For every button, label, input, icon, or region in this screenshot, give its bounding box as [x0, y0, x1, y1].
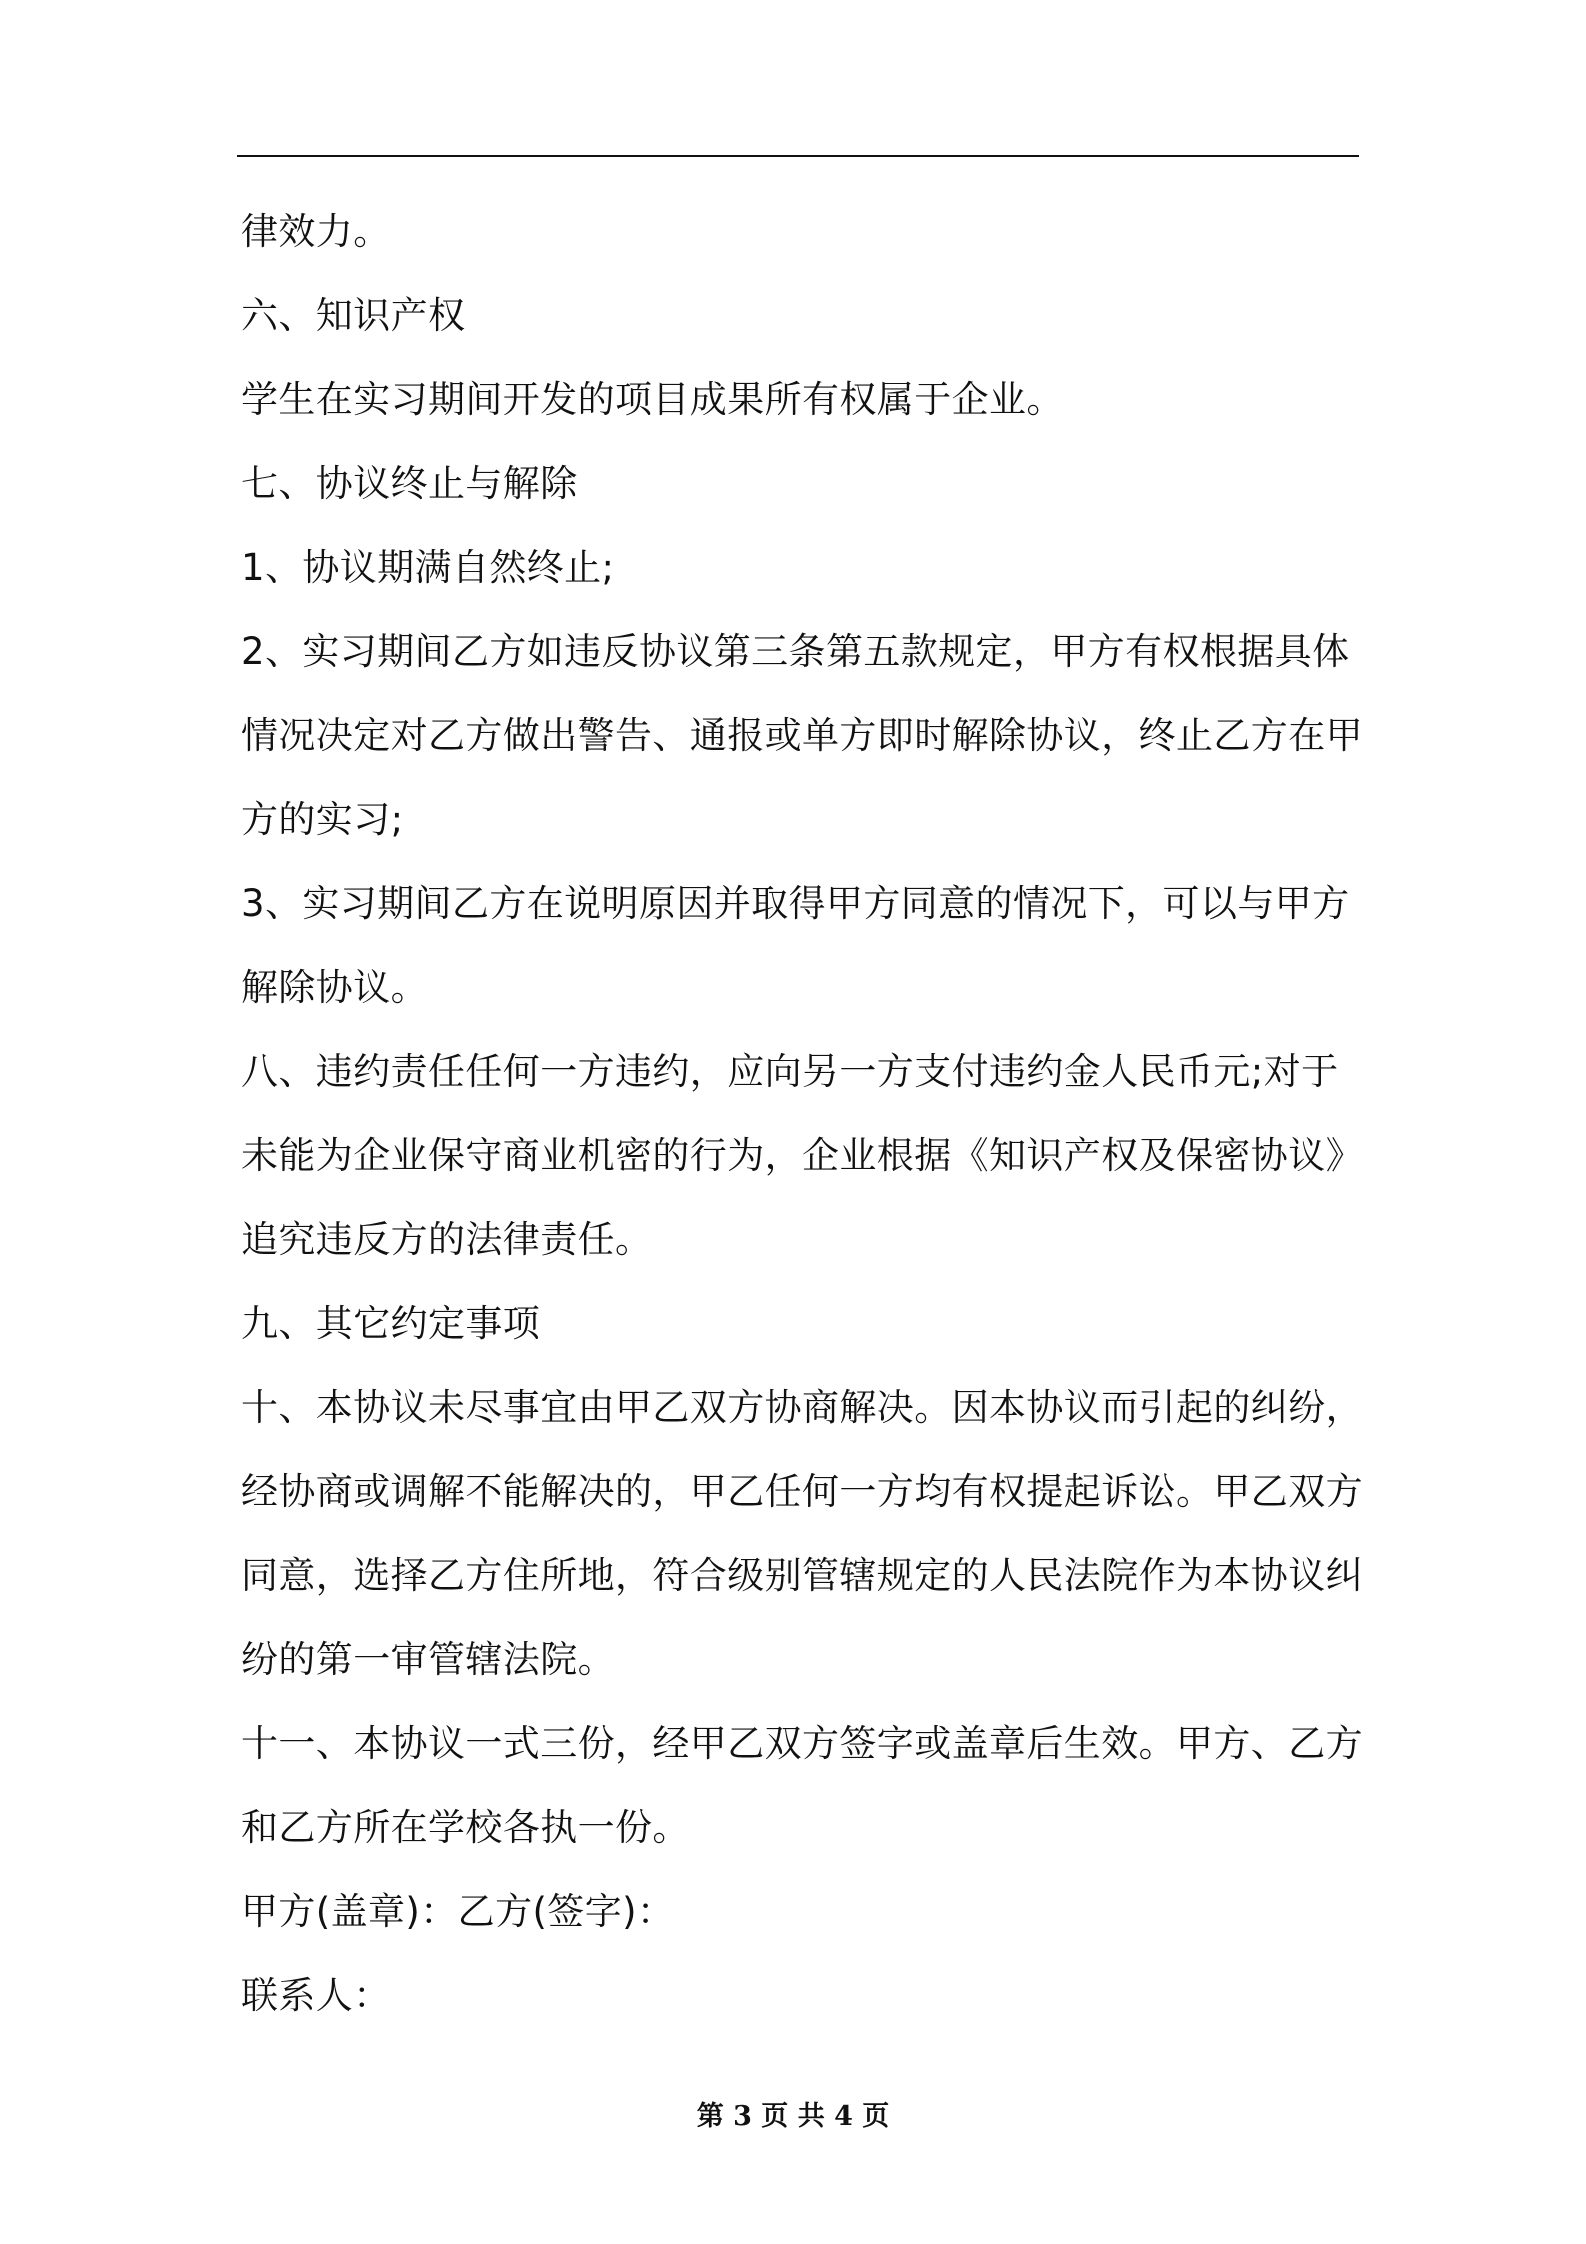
section-heading: 九、其它约定事项 [241, 1302, 541, 1345]
page-number: 第 3 页 共 4 页 [696, 2101, 890, 2132]
text-line: 纷的第一审管辖法院。 [241, 1638, 615, 1681]
text-line: 八、违约责任任何一方违约，应向另一方支付违约金人民币元;对于 [241, 1050, 1339, 1093]
text-line: 情况决定对乙方做出警告、通报或单方即时解除协议，终止乙方在甲 [241, 714, 1363, 757]
text-line: 未能为企业保守商业机密的行为，企业根据《知识产权及保密协议》 [241, 1134, 1363, 1177]
contact-line: 联系人： [241, 1974, 391, 2017]
header-rule [237, 155, 1359, 157]
text-line: 和乙方所在学校各执一份。 [241, 1806, 690, 1849]
text-line: 十、本协议未尽事宜由甲乙双方协商解决。因本协议而引起的纠纷， [241, 1386, 1363, 1429]
text-line: 学生在实习期间开发的项目成果所有权属于企业。 [241, 378, 1064, 421]
text-line: 律效力。 [241, 210, 391, 253]
text-line: 1、协议期满自然终止; [241, 546, 615, 589]
signature-line: 甲方(盖章)：乙方(签字)： [241, 1890, 675, 1933]
text-line: 3、实习期间乙方在说明原因并取得甲方同意的情况下，可以与甲方 [241, 882, 1350, 925]
text-line: 同意，选择乙方住所地，符合级别管辖规定的人民法院作为本协议纠 [241, 1554, 1363, 1597]
document-body [241, 190, 1363, 2038]
text-line: 十一、本协议一式三份，经甲乙双方签字或盖章后生效。甲方、乙方 [241, 1722, 1363, 1765]
text-line: 经协商或调解不能解决的，甲乙任何一方均有权提起诉讼。甲乙双方 [241, 1470, 1363, 1513]
text-line: 追究违反方的法律责任。 [241, 1218, 653, 1261]
text-line: 解除协议。 [241, 966, 428, 1009]
text-line: 方的实习; [241, 798, 404, 841]
section-heading: 七、协议终止与解除 [241, 462, 578, 505]
text-line: 2、实习期间乙方如违反协议第三条第五款规定，甲方有权根据具体 [241, 630, 1350, 673]
section-heading: 六、知识产权 [241, 294, 466, 337]
